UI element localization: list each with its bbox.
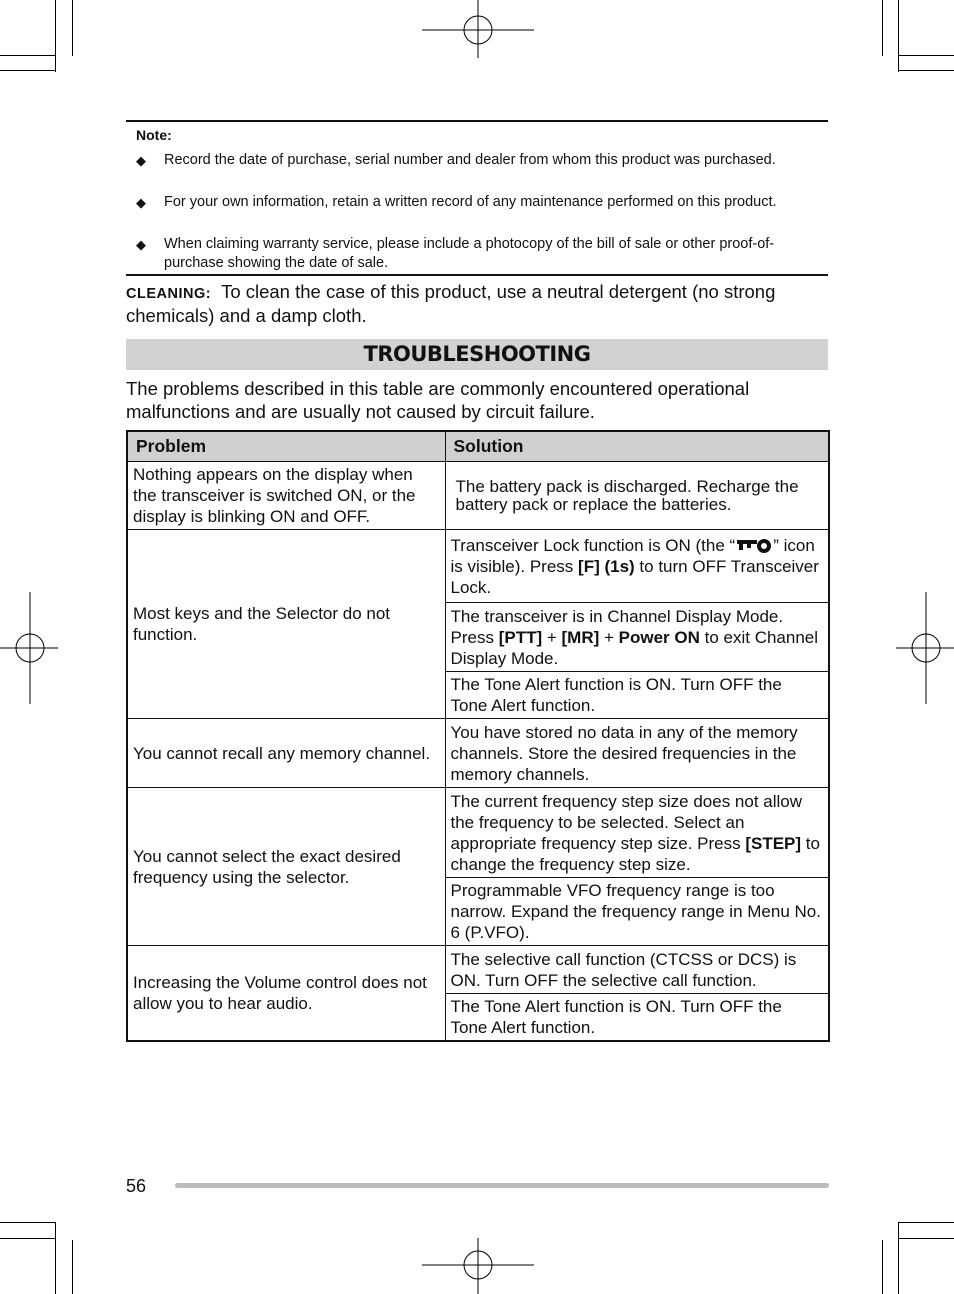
crop-mark [882, 0, 883, 56]
header-problem: Problem [127, 431, 445, 462]
table-row [127, 462, 829, 530]
crop-mark [898, 0, 899, 72]
section-title: TROUBLESHOOTING [126, 339, 828, 370]
crop-mark [898, 55, 954, 56]
note-item [136, 235, 816, 273]
registration-mark [0, 592, 58, 704]
crop-mark [0, 70, 56, 71]
note-title: Note: [136, 127, 172, 143]
crop-mark [898, 1222, 954, 1223]
solution-text: to change the frequency step size. [450, 833, 820, 874]
diamond-bullet-icon: ◆ [136, 237, 146, 252]
troubleshooting-table [126, 430, 830, 1042]
solution-cell: The Tone Alert function is ON. Turn OFF the Tone Alert function. [445, 994, 829, 1041]
solution-text: to turn OFF Transceiver Lock. [450, 556, 819, 597]
solution-cell: You have stored no data in any of the memory channels. Store the desired frequencies in the memory channels. [445, 719, 829, 788]
solution-cell [445, 530, 829, 603]
solution-cell [445, 603, 829, 672]
solution-cell: The battery pack is discharged. Recharge the battery pack or replace the batteries. [445, 462, 829, 530]
table-row [127, 719, 829, 788]
crop-mark [898, 70, 954, 71]
crop-mark [72, 0, 73, 56]
key-name: [STEP] [745, 833, 802, 853]
crop-mark [0, 55, 56, 56]
crop-mark [55, 1222, 56, 1294]
table-row [127, 788, 829, 878]
problem-cell: Nothing appears on the display when the transceiver is switched ON, or the display is blinking ON and OFF. [127, 462, 445, 530]
key-name: [PTT] [498, 627, 543, 647]
solution-text: Transceiver Lock function is ON (the “ [450, 535, 736, 555]
solution-cell: Programmable VFO frequency range is too narrow. Expand the frequency range in Menu No. 6 (P.VFO). [445, 878, 829, 946]
solution-text: to exit Channel Display Mode. [450, 627, 819, 668]
solution-cell: The Tone Alert function is ON. Turn OFF the Tone Alert function. [445, 672, 829, 719]
key-name: Power ON [618, 627, 700, 647]
intro-paragraph: The problems described in this table are commonly encountered operational malfunctions and are usually not caused by circuit failure. [126, 378, 750, 422]
page-number: 56 [126, 1176, 147, 1196]
crop-mark [882, 1240, 883, 1294]
table-header-row [127, 431, 829, 462]
solution-text: The current frequency step size does not allow the frequency to be selected. Select an appropriate frequency step size. Press [450, 791, 803, 853]
registration-mark [422, 1238, 534, 1294]
crop-mark [898, 1238, 954, 1239]
key-name: [MR] [561, 627, 600, 647]
crop-mark [898, 1222, 899, 1294]
registration-mark [896, 592, 954, 704]
note-item-text: For your own information, retain a written record of any maintenance performed on this product. [164, 194, 777, 210]
problem-cell: Increasing the Volume control does not allow you to hear audio. [127, 946, 445, 1041]
key-lock-icon [735, 538, 773, 554]
solution-cell: The selective call function (CTCSS or DCS) is ON. Turn OFF the selective call function. [445, 946, 829, 994]
solution-text: The transceiver is in Channel Display Mode. Press [450, 606, 784, 647]
solution-cell [445, 788, 829, 878]
note-item [136, 193, 816, 212]
key-name: [F] (1s) [578, 556, 635, 576]
note-item-text: Record the date of purchase, serial number and dealer from whom this product was purchased. [164, 152, 776, 168]
note-item-text: When claiming warranty service, please include a photocopy of the bill of sale or other proof-of-purchase showing the date of sale. [164, 236, 775, 271]
footer-rule [175, 1183, 829, 1188]
problem-cell: You cannot select the exact desired frequency using the selector. [127, 788, 445, 946]
note-box [126, 120, 828, 276]
registration-mark [422, 0, 534, 58]
solution-text: + [599, 627, 619, 647]
crop-mark [0, 1222, 56, 1223]
note-item [136, 151, 816, 170]
crop-mark [0, 1238, 56, 1239]
problem-cell: You cannot recall any memory channel. [127, 719, 445, 788]
solution-text: ” icon is visible). Press [450, 535, 815, 576]
header-solution: Solution [445, 431, 829, 462]
problem-cell: Most keys and the Selector do not function. [127, 530, 445, 719]
crop-mark [55, 0, 56, 72]
cleaning-paragraph [126, 281, 832, 327]
cleaning-text: To clean the case of this product, use a neutral detergent (no strong chemicals) and a damp cloth. [126, 281, 776, 326]
diamond-bullet-icon: ◆ [136, 195, 146, 210]
table-row [127, 946, 829, 994]
solution-text: + [542, 627, 562, 647]
diamond-bullet-icon: ◆ [136, 153, 146, 168]
crop-mark [72, 1240, 73, 1294]
cleaning-label: CLEANING: [126, 286, 212, 302]
table-row [127, 530, 829, 603]
